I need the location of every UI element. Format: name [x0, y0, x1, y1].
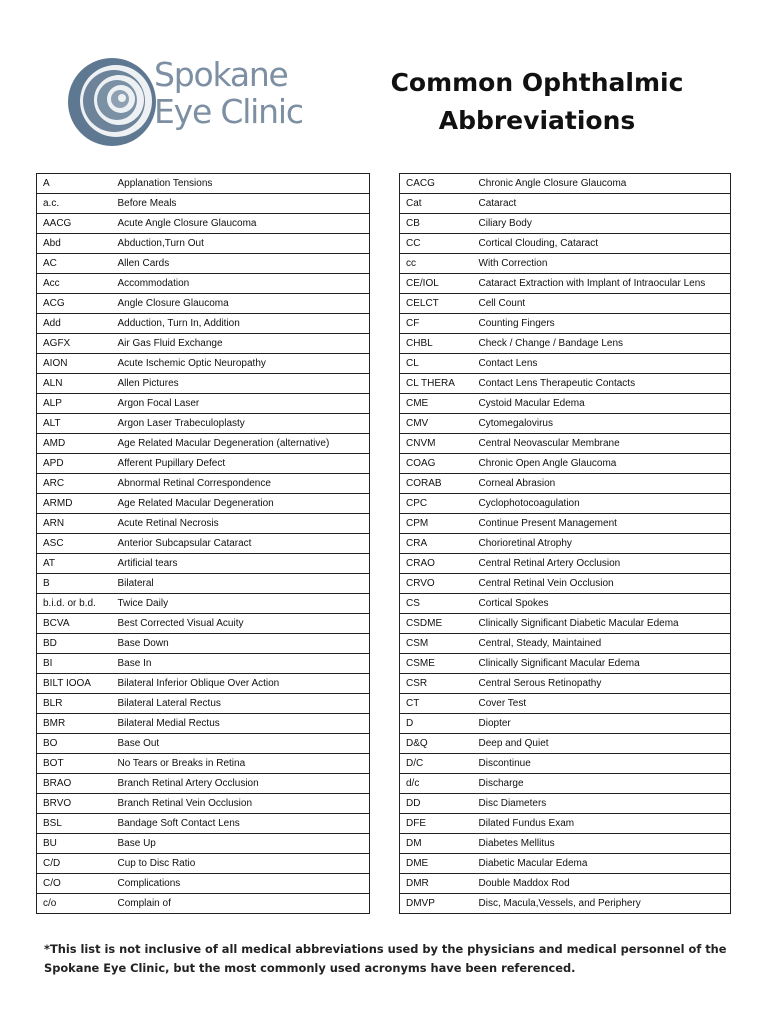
table-row — [400, 274, 731, 294]
abbreviation-cell: CORAB — [400, 474, 473, 494]
meaning-cell: Base Up — [112, 834, 370, 854]
abbreviation-cell: BSL — [37, 814, 112, 834]
meaning-cell: Central Serous Retinopathy — [473, 674, 731, 694]
abbreviation-cell: ARN — [37, 514, 112, 534]
table-row — [37, 694, 370, 714]
meaning-cell: Clinically Significant Diabetic Macular Edema — [473, 614, 731, 634]
abbreviation-cell: D&Q — [400, 734, 473, 754]
table-row — [37, 574, 370, 594]
meaning-cell: Chronic Angle Closure Glaucoma — [473, 174, 731, 194]
meaning-cell: Abduction,Turn Out — [112, 234, 370, 254]
abbreviation-cell: Add — [37, 314, 112, 334]
meaning-cell: Cystoid Macular Edema — [473, 394, 731, 414]
meaning-cell: Cataract — [473, 194, 731, 214]
abbreviation-cell: CB — [400, 214, 473, 234]
abbreviation-cell: COAG — [400, 454, 473, 474]
meaning-cell: Diabetic Macular Edema — [473, 854, 731, 874]
meaning-cell: Contact Lens Therapeutic Contacts — [473, 374, 731, 394]
meaning-cell: Dilated Fundus Exam — [473, 814, 731, 834]
meaning-cell: Disc, Macula,Vessels, and Periphery — [473, 894, 731, 914]
table-row — [400, 814, 731, 834]
table-row — [400, 434, 731, 454]
meaning-cell: Corneal Abrasion — [473, 474, 731, 494]
abbreviation-cell: DMVP — [400, 894, 473, 914]
abbreviation-cell: CHBL — [400, 334, 473, 354]
table-row — [400, 454, 731, 474]
table-row — [400, 234, 731, 254]
table-row — [37, 534, 370, 554]
table-row — [400, 514, 731, 534]
table-row — [37, 874, 370, 894]
meaning-cell: Age Related Macular Degeneration (alternative) — [112, 434, 370, 454]
table-row — [400, 894, 731, 914]
abbreviation-cell: B — [37, 574, 112, 594]
table-row — [37, 294, 370, 314]
table-row — [400, 714, 731, 734]
abbreviation-table-left — [36, 173, 370, 914]
table-row — [37, 414, 370, 434]
meaning-cell: Double Maddox Rod — [473, 874, 731, 894]
abbreviation-cell: ARC — [37, 474, 112, 494]
abbreviation-cell: C/O — [37, 874, 112, 894]
meaning-cell: Best Corrected Visual Acuity — [112, 614, 370, 634]
meaning-cell: Base Out — [112, 734, 370, 754]
meaning-cell: Bilateral Lateral Rectus — [112, 694, 370, 714]
table-row — [37, 734, 370, 754]
table-row — [400, 614, 731, 634]
abbreviation-cell: CSR — [400, 674, 473, 694]
table-row — [37, 274, 370, 294]
abbreviation-cell: CSDME — [400, 614, 473, 634]
table-row — [400, 474, 731, 494]
table-row — [400, 854, 731, 874]
meaning-cell: Continue Present Management — [473, 514, 731, 534]
abbreviation-cell: CE/IOL — [400, 274, 473, 294]
abbreviation-cell: AACG — [37, 214, 112, 234]
meaning-cell: Chronic Open Angle Glaucoma — [473, 454, 731, 474]
table-row — [37, 794, 370, 814]
meaning-cell: Base Down — [112, 634, 370, 654]
clinic-logo — [66, 54, 326, 150]
table-row — [400, 834, 731, 854]
meaning-cell: Central Neovascular Membrane — [473, 434, 731, 454]
meaning-cell: Cortical Clouding, Cataract — [473, 234, 731, 254]
table-row — [400, 874, 731, 894]
table-row — [37, 374, 370, 394]
abbreviation-cell: CT — [400, 694, 473, 714]
meaning-cell: Central Retinal Vein Occlusion — [473, 574, 731, 594]
meaning-cell: Before Meals — [112, 194, 370, 214]
table-row — [37, 814, 370, 834]
table-row — [400, 214, 731, 234]
meaning-cell: With Correction — [473, 254, 731, 274]
meaning-cell: Central Retinal Artery Occlusion — [473, 554, 731, 574]
meaning-cell: Accommodation — [112, 274, 370, 294]
table-row — [37, 614, 370, 634]
abbreviation-cell: BU — [37, 834, 112, 854]
table-row — [37, 174, 370, 194]
meaning-cell: Cortical Spokes — [473, 594, 731, 614]
abbreviation-cell: CRAO — [400, 554, 473, 574]
meaning-cell: Disc Diameters — [473, 794, 731, 814]
abbreviation-cell: DM — [400, 834, 473, 854]
abbreviation-cell: BLR — [37, 694, 112, 714]
meaning-cell: Complications — [112, 874, 370, 894]
footnote: *This list is not inclusive of all medical abbreviations used by the physicians and medical personnel of the Spokane Eye Clinic, but the most commonly used acronyms have been referenced. — [44, 942, 727, 975]
abbreviation-cell: ASC — [37, 534, 112, 554]
table-row — [400, 254, 731, 274]
abbreviation-cell: a.c. — [37, 194, 112, 214]
table-row — [400, 534, 731, 554]
eye-swirl-logo-icon — [66, 56, 158, 148]
table-row — [37, 474, 370, 494]
meaning-cell: Clinically Significant Macular Edema — [473, 654, 731, 674]
table-row — [37, 454, 370, 474]
table-row — [400, 754, 731, 774]
meaning-cell: Angle Closure Glaucoma — [112, 294, 370, 314]
abbreviation-cell: BCVA — [37, 614, 112, 634]
title-line-2: Abbreviations — [438, 106, 636, 135]
meaning-cell: Argon Laser Trabeculoplasty — [112, 414, 370, 434]
meaning-cell: Branch Retinal Artery Occlusion — [112, 774, 370, 794]
meaning-cell: Base In — [112, 654, 370, 674]
meaning-cell: Applanation Tensions — [112, 174, 370, 194]
abbreviation-cell: DME — [400, 854, 473, 874]
meaning-cell: Bilateral — [112, 574, 370, 594]
abbreviation-cell: ALN — [37, 374, 112, 394]
table-row — [37, 774, 370, 794]
meaning-cell: Acute Ischemic Optic Neuropathy — [112, 354, 370, 374]
page-title — [362, 64, 712, 140]
table-row — [37, 834, 370, 854]
abbreviation-cell: BD — [37, 634, 112, 654]
abbreviation-cell: APD — [37, 454, 112, 474]
abbreviation-cell: BI — [37, 654, 112, 674]
meaning-cell: Ciliary Body — [473, 214, 731, 234]
table-row — [400, 794, 731, 814]
abbreviation-cell: AION — [37, 354, 112, 374]
logo-line-1: Spokane — [154, 55, 288, 94]
table-row — [37, 554, 370, 574]
abbreviation-cell: ALP — [37, 394, 112, 414]
abbreviation-cell: ALT — [37, 414, 112, 434]
abbreviation-cell: CL — [400, 354, 473, 374]
table-row — [37, 334, 370, 354]
abbreviation-cell: BMR — [37, 714, 112, 734]
abbreviation-cell: DMR — [400, 874, 473, 894]
meaning-cell: Age Related Macular Degeneration — [112, 494, 370, 514]
abbreviation-cell: CNVM — [400, 434, 473, 454]
meaning-cell: Bandage Soft Contact Lens — [112, 814, 370, 834]
table-row — [400, 354, 731, 374]
abbreviation-cell: Cat — [400, 194, 473, 214]
table-row — [400, 334, 731, 354]
table-row — [37, 754, 370, 774]
table-row — [400, 414, 731, 434]
table-row — [37, 854, 370, 874]
abbreviation-cell: CELCT — [400, 294, 473, 314]
abbreviation-cell: C/D — [37, 854, 112, 874]
abbreviation-cell: BRAO — [37, 774, 112, 794]
table-row — [400, 554, 731, 574]
meaning-cell: Afferent Pupillary Defect — [112, 454, 370, 474]
meaning-cell: Anterior Subcapsular Cataract — [112, 534, 370, 554]
abbreviation-cell: DD — [400, 794, 473, 814]
meaning-cell: Check / Change / Bandage Lens — [473, 334, 731, 354]
table-row — [37, 894, 370, 914]
abbreviation-cell: cc — [400, 254, 473, 274]
meaning-cell: Allen Cards — [112, 254, 370, 274]
meaning-cell: Discharge — [473, 774, 731, 794]
abbreviation-cell: BILT IOOA — [37, 674, 112, 694]
abbreviation-cell: CC — [400, 234, 473, 254]
logo-wordmark — [154, 55, 303, 132]
abbreviation-cell: A — [37, 174, 112, 194]
table-row — [400, 694, 731, 714]
table-row — [37, 674, 370, 694]
abbreviation-cell: AC — [37, 254, 112, 274]
meaning-cell: Diopter — [473, 714, 731, 734]
meaning-cell: Bilateral Inferior Oblique Over Action — [112, 674, 370, 694]
meaning-cell: Cell Count — [473, 294, 731, 314]
table-row — [400, 774, 731, 794]
abbreviation-cell: Acc — [37, 274, 112, 294]
table-row — [37, 214, 370, 234]
table-row — [37, 354, 370, 374]
abbreviation-table-right — [399, 173, 731, 914]
meaning-cell: Discontinue — [473, 754, 731, 774]
meaning-cell: Twice Daily — [112, 594, 370, 614]
meaning-cell: Cup to Disc Ratio — [112, 854, 370, 874]
meaning-cell: Air Gas Fluid Exchange — [112, 334, 370, 354]
table-row — [400, 734, 731, 754]
abbreviation-cell: BRVO — [37, 794, 112, 814]
meaning-cell: Cyclophotocoagulation — [473, 494, 731, 514]
abbreviation-cell: ARMD — [37, 494, 112, 514]
abbreviation-cell: D/C — [400, 754, 473, 774]
meaning-cell: Bilateral Medial Rectus — [112, 714, 370, 734]
abbreviation-cell: AT — [37, 554, 112, 574]
abbreviation-cell: CSM — [400, 634, 473, 654]
abbreviation-cell: d/c — [400, 774, 473, 794]
table-row — [400, 294, 731, 314]
abbreviation-cell: AGFX — [37, 334, 112, 354]
abbreviation-cell: CPC — [400, 494, 473, 514]
table-row — [400, 314, 731, 334]
meaning-cell: Cytomegalovirus — [473, 414, 731, 434]
meaning-cell: Cover Test — [473, 694, 731, 714]
meaning-cell: Artificial tears — [112, 554, 370, 574]
abbreviation-cell: CRA — [400, 534, 473, 554]
meaning-cell: Diabetes Mellitus — [473, 834, 731, 854]
abbreviation-cell: CACG — [400, 174, 473, 194]
meaning-cell: Acute Angle Closure Glaucoma — [112, 214, 370, 234]
abbreviation-cell: c/o — [37, 894, 112, 914]
meaning-cell: Counting Fingers — [473, 314, 731, 334]
table-row — [37, 434, 370, 454]
table-row — [37, 654, 370, 674]
meaning-cell: Central, Steady, Maintained — [473, 634, 731, 654]
abbreviation-cell: BOT — [37, 754, 112, 774]
abbreviation-cell: AMD — [37, 434, 112, 454]
meaning-cell: Acute Retinal Necrosis — [112, 514, 370, 534]
abbreviation-cell: D — [400, 714, 473, 734]
meaning-cell: Chorioretinal Atrophy — [473, 534, 731, 554]
table-row — [400, 194, 731, 214]
abbreviation-cell: CS — [400, 594, 473, 614]
meaning-cell: Argon Focal Laser — [112, 394, 370, 414]
table-row — [400, 674, 731, 694]
meaning-cell: Branch Retinal Vein Occlusion — [112, 794, 370, 814]
table-row — [400, 634, 731, 654]
abbreviation-cell: CMV — [400, 414, 473, 434]
meaning-cell: Deep and Quiet — [473, 734, 731, 754]
table-row — [37, 514, 370, 534]
table-row — [37, 494, 370, 514]
abbreviation-cell: BO — [37, 734, 112, 754]
table-row — [37, 394, 370, 414]
table-row — [400, 594, 731, 614]
meaning-cell: Abnormal Retinal Correspondence — [112, 474, 370, 494]
abbreviation-cell: CSME — [400, 654, 473, 674]
table-row — [37, 314, 370, 334]
table-row — [37, 714, 370, 734]
table-row — [37, 254, 370, 274]
table-row — [400, 494, 731, 514]
table-row — [400, 574, 731, 594]
abbreviation-cell: CRVO — [400, 574, 473, 594]
meaning-cell: Allen Pictures — [112, 374, 370, 394]
abbreviation-cell: b.i.d. or b.d. — [37, 594, 112, 614]
table-row — [400, 174, 731, 194]
table-row — [400, 394, 731, 414]
title-line-1: Common Ophthalmic — [390, 68, 684, 97]
meaning-cell: Cataract Extraction with Implant of Intraocular Lens — [473, 274, 731, 294]
table-row — [37, 594, 370, 614]
abbreviation-cell: CF — [400, 314, 473, 334]
abbreviation-cell: CME — [400, 394, 473, 414]
abbreviation-cell: CL THERA — [400, 374, 473, 394]
table-row — [37, 634, 370, 654]
abbreviation-cell: DFE — [400, 814, 473, 834]
abbreviation-cell: Abd — [37, 234, 112, 254]
meaning-cell: No Tears or Breaks in Retina — [112, 754, 370, 774]
meaning-cell: Complain of — [112, 894, 370, 914]
logo-line-2: Eye Clinic — [154, 92, 303, 131]
meaning-cell: Adduction, Turn In, Addition — [112, 314, 370, 334]
table-row — [400, 374, 731, 394]
abbreviation-cell: ACG — [37, 294, 112, 314]
table-row — [37, 234, 370, 254]
table-row — [400, 654, 731, 674]
abbreviation-cell: CPM — [400, 514, 473, 534]
table-row — [37, 194, 370, 214]
meaning-cell: Contact Lens — [473, 354, 731, 374]
